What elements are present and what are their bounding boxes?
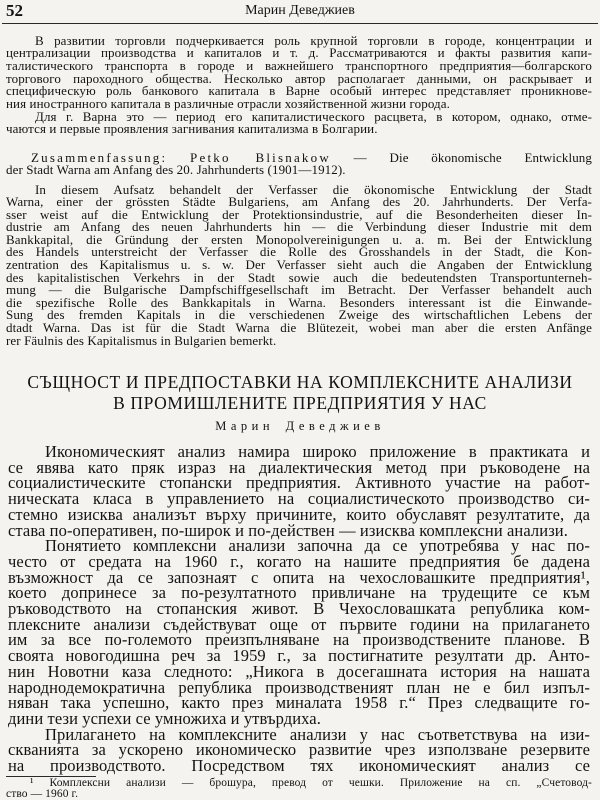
text-line: Bankkapital, die Gründung der ersten Monopolvereinigungen u. a. m. Bei der Entwicklung — [6, 231, 592, 247]
article-body — [8, 444, 590, 774]
text-line: mung — die Bulgarische Dampfschiffgesellschaft im Betracht. Der Verfasser behandelt auch — [6, 282, 592, 298]
paragraph — [8, 444, 590, 538]
footnote — [6, 778, 592, 800]
footnote-line: ¹ Комплексни анализи — брошура, превод от чешки. Приложение на сп. „Счетовод- — [30, 776, 592, 789]
text-line: плексните анализи съдействуват още от първите години на прилагането — [8, 614, 590, 634]
text-line: dtadt Warna. Das ist für die Stadt Warna die Blütezeit, wobei man aber die ersten Anfänge — [6, 320, 592, 336]
text-line: des kapitalistischen Verkehrs in der Stadt sowie auch die bedeutendsten Transportunterneh- — [6, 269, 592, 285]
footnote-line: ство — 1960 г. — [6, 787, 79, 800]
text-line: ническата класа в управлението на социалистическото производство си- — [8, 489, 590, 509]
text-line: rer Fäulnis des Kapitalismus in Bulgarien bemerkt. — [6, 332, 277, 348]
text-line: ръководството на стопанския живот. В Чехословашката република ком- — [8, 599, 590, 619]
page-header — [0, 1, 600, 21]
zusammenfassung-author: Petko Blisnakow — [190, 149, 331, 165]
text-line: често от средата на 1960 г., когато на нашите предприятия бе дадена — [8, 551, 590, 571]
text-line: В развитии торговли подчеркивается роль крупной торговли в городе, концентрации и — [35, 32, 592, 48]
text-line: своята новогодишна реч за 1959 г., за постигнатите резултати др. Анто- — [8, 646, 590, 666]
text-line: Для г. Варна это — период его капиталистического расцвета, в котором, однако, отме- — [35, 108, 592, 124]
zusammenfassung-label: Zusammenfassung: — [31, 149, 168, 165]
text-line: Понятието комплексни анализи започна да се употребява у нас по- — [45, 536, 590, 556]
text-line: стемно изисква анализът върху причините, които обуславят резултатите, да — [8, 504, 590, 524]
text-line: дини тези успехи се умножиха и утвърдиха. — [8, 708, 321, 728]
text-line: dustrie am Anfang des neuen Jahrhunderts hin — die Verbindung dieser Industrie mit dem — [6, 219, 592, 235]
header-rule — [2, 23, 598, 24]
text-line: което допринесе за по-резултатното привличане на трудещите се към — [8, 583, 590, 603]
summary-de — [6, 181, 592, 348]
zusammenfassung — [6, 149, 592, 178]
text-line: нин Новотни каза следното: „Никога в досегашната история на нашата — [8, 661, 590, 681]
text-line: скванията за ускорено икономическо развитие чрез използване резервите — [8, 740, 590, 760]
text-line: des Handels unterstreicht der Verfasser die Rolle des Grosshandels in der Stadt, die Kon- — [6, 244, 592, 260]
text-line: Прилагането на комплексните анализи у нас съответствува на изи- — [45, 724, 590, 744]
text-line: става по-оперативен, по-широк и по-действен — изисква комплексни анализи. — [8, 520, 568, 540]
text-line: zentration des Kapitalismus u. s. w. Der Verfasser sieht auch die Angaben der Entwicklung — [6, 257, 592, 273]
text-line: им за все по-големото преизпълняване на производствените планове. В — [8, 630, 590, 650]
paragraph — [8, 538, 590, 726]
summary-ru — [6, 32, 592, 137]
text-line: чаются и первые проявления загнивания капитализма в Болгарии. — [6, 121, 378, 137]
text-line: възможност да се запознаят с опита на чехословашките предприятия¹, — [8, 567, 590, 587]
article-title-line: СЪЩНОСТ И ПРЕДПОСТАВКИ НА КОМПЛЕКСНИТЕ АНАЛИЗИ — [27, 371, 573, 392]
text-line: се явява като пряк израз на диалектическия метод при ръководене на — [8, 457, 590, 477]
page-number: 52 — [6, 1, 23, 20]
text-line: die spezifische Rolle des Bankkapitals in Warna. Besonders interessant ist die Einwande- — [6, 294, 592, 310]
paragraph — [8, 724, 590, 776]
text-line: In diesem Aufsatz behandelt der Verfasser die ökonomische Entwicklung der Stadt — [35, 181, 592, 197]
text-line: на производството. Посредством тях икономическият анализ се — [8, 756, 590, 776]
text-line: Sung des fremden Kapitals in die verschiedenen Zweige des wirtschaftlichen Lebens der — [6, 307, 592, 323]
text-line: ния иностранного капитала в различные отрасли хозяйственной жизни города. — [6, 96, 450, 112]
text-line: sser weist auf die Entwicklung der Protektionsindustrie, auf die Besonderheiten dieser In- — [6, 206, 592, 222]
text-line: Warna, einer der grössten Städte Bulgariens, am Anfang des 20. Jahrhunderts. Der Verfa- — [6, 194, 592, 210]
text-line: торгового пароходного общества. Несколько автор располагает данными, он раскрывает и — [6, 70, 592, 86]
zusammenfassung-title: — Die ökonomische Entwicklung — [353, 149, 592, 165]
text-line: талистического транспорта в городе и важнейшего транспортного предприятия—болгарского — [6, 57, 592, 73]
article-author: Марин Деведжиев — [215, 419, 385, 433]
text-line: централизации производства и капиталов и т. д. Рассматриваются и факты развития капи- — [6, 45, 592, 61]
text-line: няван така успешно, както през миналата 1958 г.“ През следващите го- — [8, 693, 590, 713]
article-title — [0, 372, 600, 414]
zusammenfassung-title-end: der Stadt Warna am Anfang des 20. Jahrhunderts (1901—1912). — [6, 162, 346, 178]
text-line: народнодемократична република производственият план не е бил изпъл- — [8, 677, 590, 697]
text-line: специфическую роль банкового капитала в Варне особый интерес представляет проникнове- — [6, 83, 592, 99]
article-title-line: В ПРОМИШЛЕНИТЕ ПРЕДПРИЯТИЯ У НАС — [113, 392, 487, 413]
running-head: Марин Деведжиев — [245, 3, 355, 18]
text-line: Икономическият анализ намира широко приложение в практиката и — [45, 442, 590, 461]
text-line: социалистическите стопански предприятия. Активното участие на работ- — [8, 473, 590, 493]
